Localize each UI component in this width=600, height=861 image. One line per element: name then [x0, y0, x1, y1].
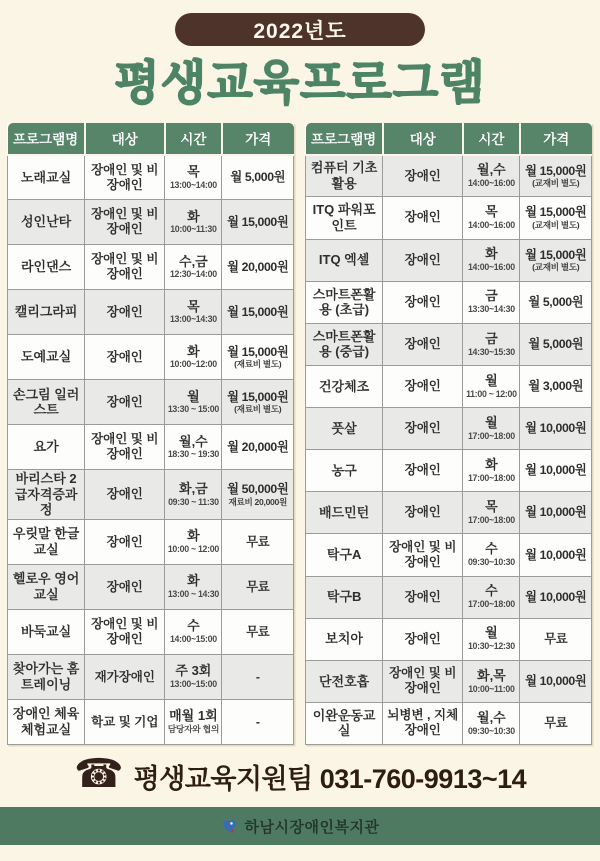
target-audience: 장애인 [404, 210, 441, 225]
target-audience: 장애인 [404, 463, 441, 478]
program-name-cell [306, 534, 383, 576]
price-amount: 월 5,000원 [528, 336, 584, 351]
table-row [8, 155, 294, 200]
time-cell [463, 155, 520, 197]
column-header-time: 시간 [463, 123, 520, 155]
price-cell [520, 408, 592, 450]
year-badge [175, 13, 425, 46]
program-name: 캘리그라피 [14, 304, 78, 320]
program-name-cell [306, 155, 383, 197]
target-cell [383, 197, 463, 239]
schedule-days: 목 [187, 298, 200, 314]
price-cell [222, 470, 294, 520]
price-cell [222, 245, 294, 290]
price-cell [520, 492, 592, 534]
target-cell [383, 239, 463, 281]
time-cell [463, 660, 520, 702]
schedule-days: 월 [485, 414, 498, 430]
program-name-cell [306, 197, 383, 239]
program-name-cell [8, 520, 85, 565]
price-cell [520, 365, 592, 407]
table-row [306, 365, 592, 407]
column-header-program: 프로그램명 [8, 123, 85, 155]
target-audience: 뇌병변 , 지체 장애인 [387, 708, 459, 738]
price-amount: 월 20,000원 [227, 259, 289, 274]
table-row [8, 520, 294, 565]
time-cell [165, 700, 222, 745]
price-cell [520, 323, 592, 365]
column-header-target: 대상 [383, 123, 463, 155]
time-cell [165, 565, 222, 610]
column-header-program: 프로그램명 [306, 123, 383, 155]
table-row [8, 700, 294, 745]
price-amount: 월 10,000원 [525, 589, 587, 604]
price-cell [520, 660, 592, 702]
target-cell [85, 290, 165, 335]
schedule-hours: 14:30~15:30 [467, 346, 515, 357]
schedule-days: 수 [485, 541, 498, 557]
target-audience: 재가장애인 [94, 669, 155, 684]
target-audience: 장애인 및 비장애인 [91, 162, 159, 192]
target-cell [383, 576, 463, 618]
contact-phone: 평생교육지원팀 031-760-9913~14 [133, 763, 527, 794]
target-cell [383, 660, 463, 702]
table-row [306, 323, 592, 365]
price-amount: 월 15,000원 [525, 205, 587, 220]
schedule-days: 수 [187, 618, 200, 634]
year-badge-label: 2022년도 [253, 19, 347, 43]
schedule-hours: 13:00~14:00 [169, 179, 217, 190]
program-name-cell [306, 281, 383, 323]
table-row [306, 197, 592, 239]
schedule-hours: 18:30 ~ 19:30 [167, 449, 219, 460]
table-row [306, 408, 592, 450]
time-cell [463, 492, 520, 534]
program-name-cell [8, 155, 85, 200]
program-name: 컴퓨터 기초활용 [310, 160, 378, 192]
time-cell [463, 450, 520, 492]
schedule-days: 목 [485, 499, 498, 515]
program-name-cell [306, 323, 383, 365]
price-note: (교재비 별도) [532, 178, 580, 189]
time-cell [165, 380, 222, 425]
target-cell [383, 702, 463, 744]
schedule-days: 수,금 [179, 253, 208, 269]
schedule-days: 월,수 [477, 162, 506, 178]
time-cell [463, 323, 520, 365]
table-row [306, 618, 592, 660]
price-note: (재료비 별도) [234, 404, 282, 415]
target-cell [85, 520, 165, 565]
target-cell [85, 655, 165, 700]
schedule-hours: 13:30~14:30 [467, 304, 515, 315]
time-cell [165, 425, 222, 470]
time-cell [165, 335, 222, 380]
target-audience: 장애인 [106, 304, 143, 319]
target-cell [85, 200, 165, 245]
target-cell [85, 700, 165, 745]
price-amount: 무료 [544, 716, 568, 731]
target-cell [383, 618, 463, 660]
price-cell [520, 618, 592, 660]
program-name-cell [8, 380, 85, 425]
target-audience: 장애인 및 비장애인 [389, 539, 457, 569]
price-cell [222, 335, 294, 380]
program-name: 장애인 체육 체험교실 [12, 706, 80, 738]
program-name-cell [306, 618, 383, 660]
target-cell [85, 425, 165, 470]
column-header-target: 대상 [85, 123, 165, 155]
program-name: 이완운동교실 [312, 707, 376, 739]
target-cell [383, 155, 463, 197]
column-header-time: 시간 [165, 123, 222, 155]
program-name-cell [306, 408, 383, 450]
program-name: ITQ 엑셀 [318, 252, 370, 268]
target-audience: 장애인 및 비장애인 [91, 617, 159, 647]
price-amount: 월 5,000원 [528, 294, 584, 309]
price-cell [222, 520, 294, 565]
program-name: 농구 [331, 462, 357, 478]
time-cell [463, 408, 520, 450]
program-name-cell [8, 335, 85, 380]
target-cell [383, 408, 463, 450]
schedule-days: 월,수 [477, 709, 506, 725]
target-audience: 장애인 [404, 631, 441, 646]
target-cell [85, 470, 165, 520]
table-row [306, 534, 592, 576]
program-name-cell [306, 450, 383, 492]
target-audience: 장애인 및 비장애인 [91, 252, 159, 282]
time-cell [165, 520, 222, 565]
organization-logo-icon [221, 818, 238, 835]
price-amount: 월 10,000원 [525, 505, 587, 520]
table-row [306, 155, 592, 197]
schedule-hours: 13:00~14:30 [169, 314, 217, 325]
schedule-days: 월 [187, 388, 200, 404]
time-cell [463, 702, 520, 744]
target-audience: 장애인 [106, 487, 143, 502]
price-cell [520, 239, 592, 281]
program-name-cell [306, 365, 383, 407]
program-name: 바둑교실 [20, 624, 72, 640]
organization-bar [0, 807, 600, 845]
target-audience: 장애인 [404, 589, 441, 604]
price-amount: 월 15,000원 [227, 214, 289, 229]
price-cell [222, 700, 294, 745]
telephone-icon: ☎ [73, 752, 124, 797]
time-cell [463, 239, 520, 281]
price-amount: 무료 [246, 624, 270, 639]
time-cell [463, 365, 520, 407]
program-name-cell [8, 290, 85, 335]
target-audience: 장애인 [404, 168, 441, 183]
table-row [306, 239, 592, 281]
time-cell [165, 290, 222, 335]
price-amount: 무료 [246, 534, 270, 549]
price-cell [222, 380, 294, 425]
price-amount: 월 15,000원 [227, 304, 289, 319]
price-amount: 월 3,000원 [528, 379, 584, 394]
program-name-cell [8, 565, 85, 610]
program-name-cell [8, 425, 85, 470]
program-name-cell [306, 660, 383, 702]
price-amount: - [255, 714, 260, 729]
price-cell [520, 702, 592, 744]
program-name-cell [8, 200, 85, 245]
time-cell [165, 245, 222, 290]
schedule-days: 목 [187, 163, 200, 179]
price-note: 재료비 20,000원 [228, 496, 288, 507]
schedule-days: 월 [485, 625, 498, 641]
schedule-days: 화 [187, 343, 200, 359]
organization-name: 하남시장애인복지관 [244, 818, 380, 836]
price-cell [520, 450, 592, 492]
table-header-row [8, 123, 294, 155]
program-name: 배드민턴 [318, 505, 370, 521]
program-name: 보치아 [325, 631, 363, 647]
time-cell [165, 655, 222, 700]
program-name-cell [8, 610, 85, 655]
schedule-hours: 10:00~11:00 [468, 683, 515, 694]
table-row [8, 290, 294, 335]
target-audience: 학교 및 기업 [91, 714, 159, 729]
target-cell [85, 610, 165, 655]
table-row [8, 655, 294, 700]
target-audience: 장애인 [106, 349, 143, 364]
schedule-days: 월 [485, 372, 498, 388]
target-audience: 장애인 및 비장애인 [389, 666, 457, 696]
price-amount: - [255, 669, 260, 684]
program-name-cell [8, 655, 85, 700]
price-cell [520, 155, 592, 197]
time-cell [463, 534, 520, 576]
price-amount: 월 10,000원 [525, 547, 587, 562]
schedule-hours: 09:30~10:30 [467, 725, 515, 736]
price-amount: 월 50,000원 [227, 482, 289, 497]
price-amount: 무료 [544, 631, 568, 646]
target-audience: 장애인 [404, 421, 441, 436]
schedule-hours: 14:00~16:00 [467, 178, 515, 189]
price-amount: 무료 [246, 579, 270, 594]
table-row [8, 470, 294, 520]
program-name: 성인난타 [20, 214, 72, 230]
schedule-hours: 13:00 ~ 14:30 [167, 589, 219, 600]
table-row [306, 702, 592, 744]
time-cell [165, 610, 222, 655]
program-name-cell [8, 470, 85, 520]
target-cell [383, 323, 463, 365]
price-amount: 월 15,000원 [525, 163, 587, 178]
schedule-days: 화 [485, 456, 498, 472]
table-row [8, 245, 294, 290]
time-cell [463, 197, 520, 239]
schedule-hours: 14:00~15:00 [169, 634, 217, 645]
price-amount: 월 20,000원 [227, 439, 289, 454]
time-cell [463, 618, 520, 660]
program-name: 탁구A [326, 547, 362, 563]
target-cell [85, 380, 165, 425]
schedule-hours: 담당자와 협의 [167, 724, 220, 735]
schedule-hours: 17:00~18:00 [467, 599, 515, 610]
schedule-hours: 13:30 ~ 15:00 [167, 404, 219, 415]
target-audience: 장애인 [106, 579, 143, 594]
target-audience: 장애인 [106, 534, 143, 549]
price-cell [520, 534, 592, 576]
program-name: ITQ 파워포인트 [312, 202, 376, 233]
schedule-days: 목 [485, 204, 498, 220]
table-row [8, 610, 294, 655]
target-audience: 장애인 [106, 394, 143, 409]
price-amount: 월 15,000원 [525, 247, 587, 262]
target-audience: 장애인 [404, 294, 441, 309]
program-name: 찾아가는 홈트레이닝 [12, 661, 80, 693]
target-audience: 장애인 [404, 252, 441, 267]
time-cell [463, 281, 520, 323]
time-cell [463, 576, 520, 618]
contact-section [0, 745, 600, 807]
price-amount: 월 15,000원 [227, 344, 289, 359]
program-name: 도예교실 [20, 349, 72, 365]
price-amount: 월 10,000원 [525, 673, 587, 688]
price-cell [222, 425, 294, 470]
page-title: 평생교육프로그램 [114, 56, 486, 109]
schedule-hours: 09:30~10:30 [467, 557, 515, 568]
schedule-days: 매월 1회 [169, 708, 218, 724]
schedule-hours: 17:00~18:00 [467, 515, 515, 525]
price-amount: 월 15,000원 [227, 389, 289, 404]
price-cell [520, 197, 592, 239]
target-cell [383, 365, 463, 407]
program-name: 스마트폰활용 (초급) [312, 286, 376, 318]
target-audience: 장애인 [404, 336, 441, 351]
schedule-days: 화 [187, 208, 200, 224]
price-note: (재료비 별도) [234, 359, 282, 370]
table-row [306, 450, 592, 492]
schedule-hours: 12:30~14:00 [169, 269, 217, 280]
column-header-price: 가격 [222, 123, 294, 155]
schedule-hours: 13:00~15:00 [169, 679, 217, 690]
schedule-days: 수 [485, 583, 498, 599]
schedule-days: 화 [187, 573, 200, 589]
target-audience: 장애인 및 비장애인 [91, 432, 159, 462]
program-name: 헬로우 영어교실 [12, 571, 80, 603]
target-audience: 장애인 및 비장애인 [91, 207, 159, 237]
table-row [306, 281, 592, 323]
program-name-cell [306, 492, 383, 534]
table-row [8, 380, 294, 425]
schedule-hours: 10:30~12:30 [467, 641, 515, 652]
price-cell [222, 200, 294, 245]
target-cell [383, 281, 463, 323]
schedule-days: 금 [485, 330, 498, 346]
program-name-cell [306, 702, 383, 744]
program-name: 바리스타 2급자격증과정 [14, 471, 78, 518]
program-name: 풋살 [331, 420, 357, 436]
price-cell [520, 281, 592, 323]
program-name: 라인댄스 [20, 259, 72, 275]
time-cell [165, 155, 222, 200]
program-name: 단전호흡 [318, 673, 370, 689]
price-amount: 월 10,000원 [525, 463, 587, 478]
target-cell [85, 245, 165, 290]
schedule-hours: 14:00~16:00 [467, 262, 515, 273]
schedule-days: 화,금 [179, 480, 208, 496]
schedule-days: 화 [485, 246, 498, 262]
program-name: 요가 [33, 439, 59, 455]
program-name: 우릿말 한글교실 [12, 526, 80, 558]
table-row [8, 200, 294, 245]
schedule-days: 월,수 [179, 433, 208, 449]
target-cell [383, 534, 463, 576]
program-name-cell [306, 576, 383, 618]
table-row [306, 492, 592, 534]
schedule-hours: 11:00 ~ 12:00 [466, 388, 517, 399]
program-name: 탁구B [326, 589, 362, 605]
program-table-left [7, 123, 294, 745]
program-name: 손그림 일러스트 [12, 386, 80, 418]
schedule-hours: 10:00~11:30 [170, 224, 217, 235]
price-amount: 월 10,000원 [525, 421, 587, 436]
column-header-price: 가격 [520, 123, 592, 155]
program-name: 노래교실 [20, 169, 72, 185]
price-cell [222, 290, 294, 335]
schedule-hours: 09:30 ~ 11:30 [168, 496, 219, 507]
price-cell [222, 610, 294, 655]
table-row [306, 576, 592, 618]
schedule-days: 주 3회 [175, 663, 212, 679]
target-audience: 장애인 [404, 378, 441, 393]
price-cell [222, 155, 294, 200]
table-row [306, 660, 592, 702]
program-tables [0, 113, 600, 745]
program-table-right [305, 123, 592, 745]
schedule-hours: 17:00~18:00 [467, 430, 515, 441]
schedule-hours: 14:00~16:00 [467, 220, 515, 231]
schedule-days: 금 [485, 288, 498, 304]
program-name: 건강체조 [318, 378, 370, 394]
time-cell [165, 200, 222, 245]
time-cell [165, 470, 222, 520]
schedule-days: 화,목 [477, 667, 506, 683]
schedule-hours: 10:00~12:00 [169, 359, 217, 370]
program-name-cell [8, 245, 85, 290]
schedule-hours: 17:00~18:00 [467, 472, 515, 483]
price-note: (교재비 별도) [532, 262, 580, 273]
target-cell [85, 565, 165, 610]
price-cell [222, 565, 294, 610]
program-name-cell [8, 700, 85, 745]
target-audience: 장애인 [404, 505, 441, 520]
price-cell [520, 576, 592, 618]
table-row [8, 335, 294, 380]
table-row [8, 565, 294, 610]
program-name-cell [306, 239, 383, 281]
target-cell [85, 335, 165, 380]
table-header-row [306, 123, 592, 155]
price-note: (교재비 별도) [532, 220, 580, 231]
schedule-days: 화 [187, 528, 200, 544]
target-cell [383, 492, 463, 534]
target-cell [85, 155, 165, 200]
schedule-hours: 10:00 ~ 12:00 [167, 544, 219, 555]
program-name: 스마트폰활용 (중급) [312, 328, 376, 360]
price-cell [222, 655, 294, 700]
target-cell [383, 450, 463, 492]
price-amount: 월 5,000원 [230, 170, 286, 185]
table-row [8, 425, 294, 470]
